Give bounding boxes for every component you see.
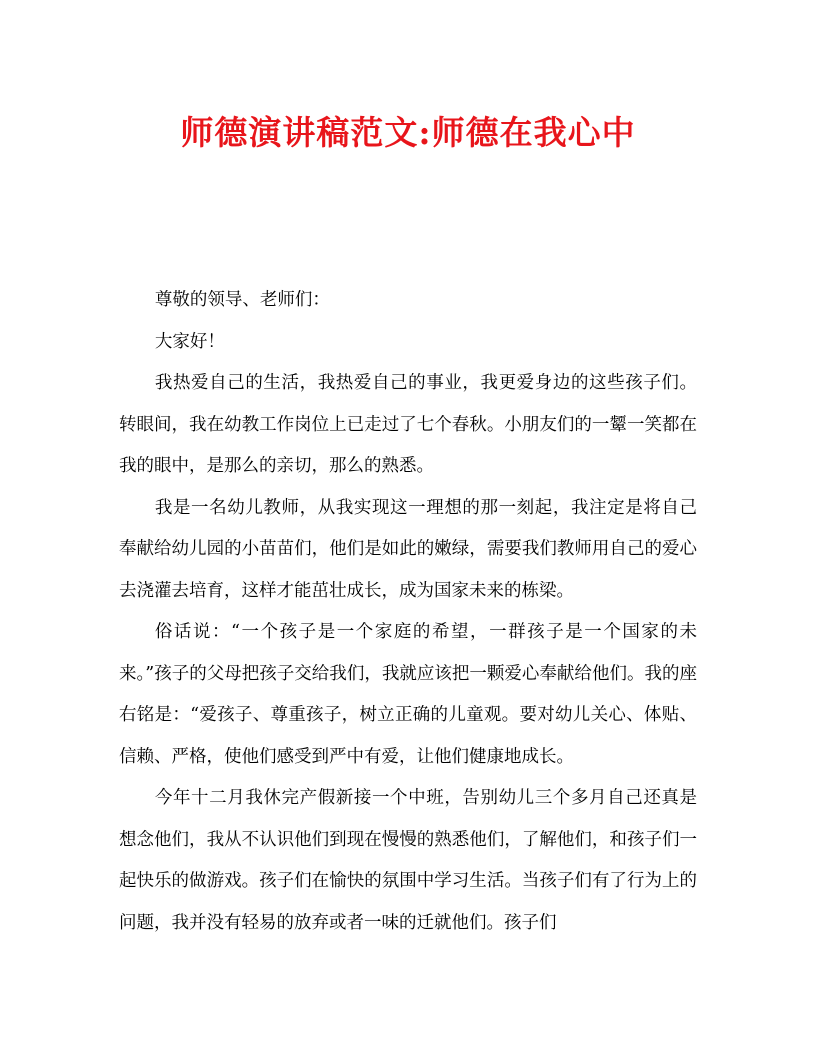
document-title: 师德演讲稿范文:师德在我心中 (180, 113, 636, 152)
body-paragraph: 我是一名幼儿教师，从我实现这一理想的那一刻起，我注定是将自己奉献给幼儿园的小苗苗们，他们是如此的嫩绿，需要我们教师用自己的爱心去浇灌去培育，这样才能茁壮成长，成为国家未来的栋梁。 (119, 497, 697, 601)
salutation-paragraph: 尊敬的领导、老师们： (154, 290, 330, 310)
body-paragraph: 今年十二月我休完产假新接一个中班，告别幼儿三个多月自己还真是想念他们，我从不认识他们到现在慢慢的熟悉他们，了解他们，和孩子们一起快乐的做游戏。孩子们在愉快的氛围中学习生活。当孩子们有了行为上的问题，我并没有轻易的放弃或者一味的迁就他们。孩子们 (119, 788, 697, 933)
body-paragraph: 俗话说：“一个孩子是一个家庭的希望，一群孩子是一个国家的未来。”孩子的父母把孩子交给我们，我就应该把一颗爱心奉献给他们。我的座右铭是：“爱孩子、尊重孩子，树立正确的儿童观。要对幼儿关心、体贴、信赖、严格，使他们感受到严中有爱，让他们健康地成长。 (119, 622, 697, 767)
body-paragraph: 我热爱自己的生活，我热爱自己的事业，我更爱身边的这些孩子们。转眼间，我在幼教工作岗位上已走过了七个春秋。小朋友们的一颦一笑都在我的眼中，是那么的亲切，那么的熟悉。 (119, 373, 697, 476)
document-body (119, 280, 697, 944)
greeting-paragraph: 大家好！ (154, 331, 225, 352)
